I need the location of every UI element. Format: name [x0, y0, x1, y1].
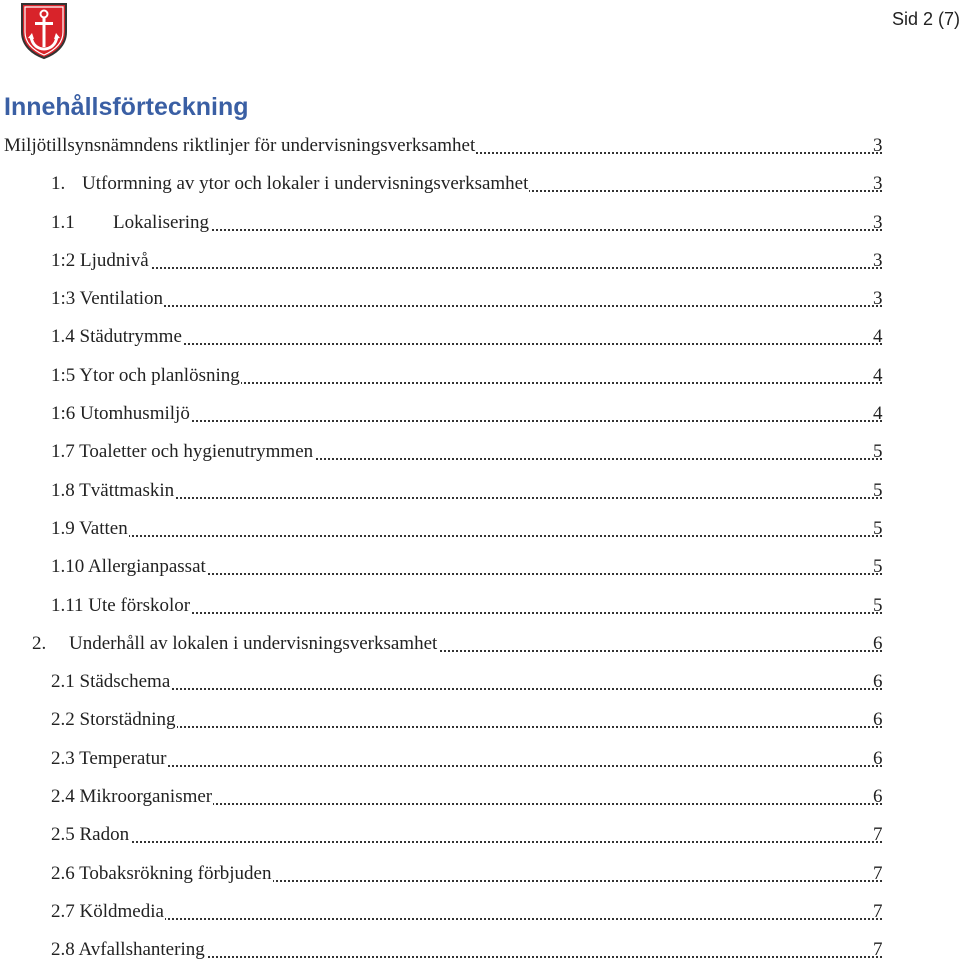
- toc-entry-page: 7: [873, 824, 883, 846]
- toc-entry[interactable]: [0, 740, 960, 778]
- dot-leader: [55, 726, 882, 728]
- toc-entry-text: [51, 931, 206, 969]
- toc-entry-number: 1.: [51, 173, 66, 195]
- toc-entry-title: 1.11 Ute förskolor: [51, 594, 191, 616]
- toc-entry-page: 3: [873, 249, 883, 271]
- toc-entry-title: 1.8 Tvättmaskin: [51, 479, 175, 501]
- toc-entry[interactable]: [0, 318, 960, 356]
- toc-entry-text: [51, 204, 210, 242]
- toc-entry-page: 3: [873, 135, 883, 156]
- toc-entry[interactable]: [0, 855, 960, 893]
- toc-entry-title: 1.9 Vatten: [51, 517, 128, 539]
- toc-entry-page: 6: [873, 747, 883, 769]
- toc-entry-text: [51, 663, 171, 701]
- dot-leader: [55, 267, 882, 269]
- toc-entry-text: [51, 587, 191, 625]
- toc-entry[interactable]: [0, 893, 960, 931]
- toc-entry[interactable]: [0, 587, 960, 625]
- toc-entry-page: 7: [873, 862, 883, 884]
- toc-entry-title: 2.7 Köldmedia: [51, 900, 164, 922]
- toc-entry-title: Lokalisering: [113, 211, 210, 233]
- toc-entry[interactable]: [0, 778, 960, 816]
- toc-entry-text: [4, 127, 476, 165]
- dot-leader: [55, 841, 882, 843]
- toc-entry-page: 5: [873, 556, 883, 578]
- toc-entry-title: 2.8 Avfallshantering: [51, 939, 205, 961]
- toc-entry-number: 1.1: [51, 211, 75, 233]
- toc-entry-title: 1:5 Ytor och planlösning: [51, 364, 240, 386]
- toc-entry-text: [51, 855, 273, 893]
- dot-leader: [55, 305, 882, 307]
- toc-entry-page: 3: [873, 173, 883, 195]
- toc-entry-page: 6: [873, 671, 883, 693]
- toc-entry[interactable]: [0, 548, 960, 586]
- toc-entry-text: [51, 778, 213, 816]
- toc-entry-title: 2.5 Radon: [51, 824, 130, 846]
- toc-entry[interactable]: [0, 395, 960, 433]
- toc-entry-title: 2.6 Tobaksrökning förbjuden: [51, 862, 272, 884]
- toc-entry[interactable]: [0, 510, 960, 548]
- toc-entry-text: [51, 433, 314, 471]
- toc-entry-page: 4: [873, 326, 883, 348]
- toc-entry-text: [51, 357, 241, 395]
- toc-entry[interactable]: [0, 357, 960, 395]
- toc-entry-title: 1:2 Ljudnivå: [51, 249, 149, 271]
- toc-entry-title: 1.4 Städutrymme: [51, 326, 182, 348]
- toc-entry-page: 7: [873, 939, 883, 961]
- toc-entry-title: 2.4 Mikroorganismer: [51, 786, 213, 808]
- dot-leader: [55, 688, 882, 690]
- dot-leader: [55, 497, 882, 499]
- toc-entry[interactable]: [0, 242, 960, 280]
- toc-entry-page: 6: [873, 709, 883, 731]
- toc-entry-text: [51, 548, 207, 586]
- toc-entry-text: [51, 242, 150, 280]
- toc-entry-text: [51, 165, 529, 203]
- toc-entry-text: [51, 510, 129, 548]
- toc-entry[interactable]: [0, 931, 960, 969]
- dot-leader: [55, 535, 882, 537]
- toc-entry-number: 2.: [32, 632, 47, 654]
- dot-leader: [55, 918, 882, 920]
- toc-entry-title: 1.10 Allergianpassat: [51, 556, 206, 578]
- toc-entry-page: 6: [873, 786, 883, 808]
- toc-entry-title: 2.1 Städschema: [51, 671, 171, 693]
- toc-entry-title: 2.2 Storstädning: [51, 709, 176, 731]
- toc-entry-text: [51, 472, 175, 510]
- toc-entry-page: 3: [873, 211, 883, 233]
- toc-entry-title: Miljötillsynsnämndens riktlinjer för undervisningsverksamhet: [4, 135, 476, 156]
- toc-entry[interactable]: [0, 625, 960, 663]
- toc-entry-page: 5: [873, 517, 883, 539]
- table-of-contents: [0, 127, 960, 970]
- toc-entry-text: [51, 816, 130, 854]
- toc-entry-page: 6: [873, 632, 883, 654]
- toc-entry-page: 3: [873, 288, 883, 310]
- toc-entry[interactable]: [0, 816, 960, 854]
- toc-entry[interactable]: [0, 280, 960, 318]
- toc-entry[interactable]: [0, 701, 960, 739]
- toc-entry[interactable]: [0, 472, 960, 510]
- dot-leader: [55, 765, 882, 767]
- toc-entry-text: [51, 893, 165, 931]
- toc-heading: Innehållsförteckning: [4, 93, 249, 121]
- toc-entry[interactable]: [0, 433, 960, 471]
- toc-entry-text: [51, 395, 191, 433]
- toc-entry-text: [51, 740, 167, 778]
- toc-entry-page: 7: [873, 900, 883, 922]
- toc-entry-text: [32, 625, 438, 663]
- toc-entry-page: 4: [873, 403, 883, 425]
- toc-entry[interactable]: [0, 663, 960, 701]
- toc-entry[interactable]: [0, 165, 960, 203]
- toc-entry-title: Underhåll av lokalen i undervisningsverksamhet: [69, 632, 438, 654]
- anchor-crest-icon: [19, 2, 69, 60]
- toc-entry[interactable]: [0, 127, 960, 165]
- toc-entry-title: 2.3 Temperatur: [51, 747, 167, 769]
- toc-entry-page: 5: [873, 594, 883, 616]
- toc-entry-title: 1.7 Toaletter och hygienutrymmen: [51, 441, 314, 463]
- toc-entry-text: [51, 280, 164, 318]
- toc-entry[interactable]: [0, 204, 960, 242]
- toc-entry-title: 1:3 Ventilation: [51, 288, 164, 310]
- toc-entry-text: [51, 318, 183, 356]
- toc-entry-title: Utformning av ytor och lokaler i undervisningsverksamhet: [82, 173, 529, 195]
- toc-entry-page: 5: [873, 441, 883, 463]
- toc-entry-title: 1:6 Utomhusmiljö: [51, 403, 190, 425]
- toc-entry-text: [51, 701, 177, 739]
- toc-entry-page: 4: [873, 364, 883, 386]
- page-number: Sid 2 (7): [891, 9, 960, 29]
- toc-entry-page: 5: [873, 479, 883, 501]
